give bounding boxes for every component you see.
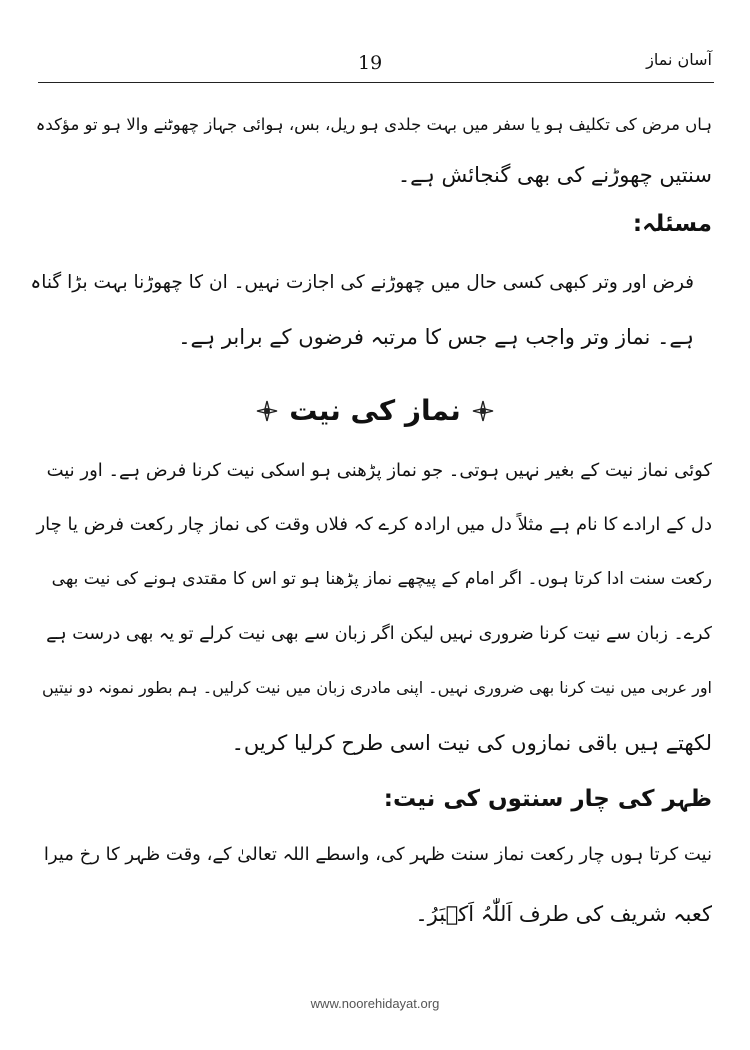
paragraph2-line-2: دل کے ارادے کا نام ہے مثلاً دل میں ارادہ کرے کہ فلاں وقت کی نماز چار رکعت فرض یا چار: [36, 514, 712, 535]
paragraph2-line-1: کوئی نماز نیت کے بغیر نہیں ہوتی۔ جو نماز پڑھنی ہو اسکی نیت کرنا فرض ہے۔ اور نیت: [46, 460, 712, 481]
paragraph2-line-6: لکھتے ہیں باقی نمازوں کی نیت اسی طرح کرلیا کریں۔: [231, 731, 712, 755]
section-title-block: [255, 388, 495, 434]
masala-line-1: فرض اور وتر کبھی کسی حال میں چھوڑنے کی اجازت نہیں۔ ان کا چھوڑنا بہت بڑا گناہ: [30, 272, 694, 293]
section-title: نماز کی نیت: [289, 394, 461, 427]
header-divider: [38, 82, 714, 83]
zuhr-line-2: کعبہ شریف کی طرف اَللّٰہُ اَکۡبَرُ۔: [415, 902, 712, 926]
ornament-icon: [255, 399, 279, 423]
ornament-icon: [471, 399, 495, 423]
paragraph2-line-5: اور عربی میں نیت کرنا بھی ضروری نہیں۔ اپنی مادری زبان میں نیت کرلیں۔ ہم بطور نمونہ دو نیتیں: [41, 678, 712, 697]
footer-website: www.noorehidayat.org: [310, 996, 440, 1011]
zuhr-line-1: نیت کرتا ہوں چار رکعت نماز سنت ظہر کی، واسطے اللہ تعالیٰ کے، وقت ظہر کا رخ میرا: [43, 844, 712, 865]
page-number: 19: [358, 52, 383, 74]
masala-heading: مسئلہ:: [632, 211, 712, 237]
paragraph2-line-4: کرے۔ زبان سے نیت کرنا ضروری نہیں لیکن اگر زبان سے بھی نیت کرلے تو یہ بھی درست ہے: [46, 624, 712, 644]
zuhr-heading: ظہر کی چار سنتوں کی نیت:: [383, 786, 712, 812]
book-title: آسان نماز: [646, 50, 712, 69]
paragraph2-line-3: رکعت سنت ادا کرتا ہوں۔ اگر امام کے پیچھے نماز پڑھنا ہو تو اس کا مقتدی ہونے کی نیت بھی: [51, 569, 712, 589]
paragraph1-line-2: سنتیں چھوڑنے کی بھی گنجائش ہے۔: [397, 163, 712, 187]
masala-line-2: ہے۔ نماز وتر واجب ہے جس کا مرتبہ فرضوں کے برابر ہے۔: [178, 325, 694, 349]
paragraph1-line-1: ہاں مرض کی تکلیف ہو یا سفر میں بہت جلدی ہو ریل، بس، ہوائی جہاز چھوٹنے والا ہو تو مؤکدہ: [35, 115, 712, 134]
